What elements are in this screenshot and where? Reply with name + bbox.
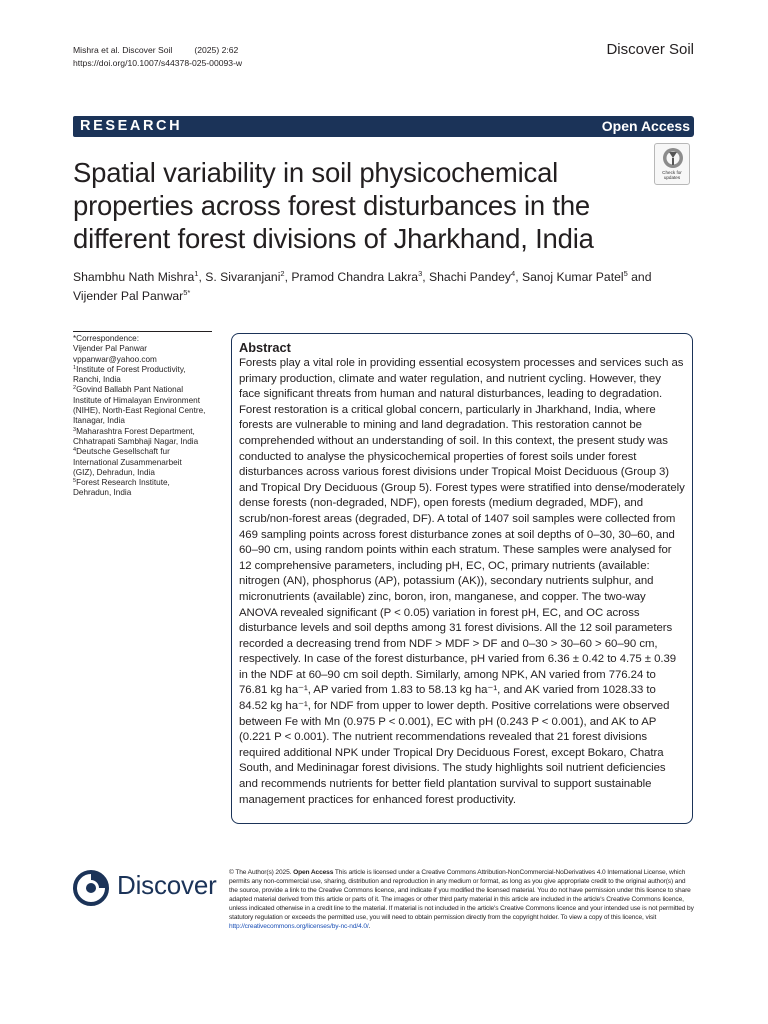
discover-logo-text: Discover [117, 870, 217, 900]
author-affiliation-marker: 2 [280, 269, 285, 278]
affiliation-text: Maharashtra Forest Department, [76, 426, 195, 436]
license-open-access: Open Access [293, 869, 334, 876]
discover-logo [73, 868, 223, 908]
affiliation-line [73, 375, 212, 385]
author-name[interactable]: S. Sivaranjani [205, 270, 281, 284]
affiliation-line [73, 447, 212, 457]
affiliation-line [73, 488, 212, 498]
author-separator: , [515, 270, 522, 284]
author-name[interactable]: Shambhu Nath Mishra [73, 270, 195, 284]
abstract-box [231, 333, 693, 824]
affiliation-number: 2 [73, 385, 77, 392]
affiliation-number: 3 [73, 426, 77, 433]
discover-logo-icon [73, 870, 109, 906]
affiliation-text: Itanagar, India [73, 416, 125, 426]
affiliation-number: 5 [73, 478, 77, 485]
affiliation-line [73, 406, 212, 416]
affiliation-text: Institute of Forest Productivity, [76, 364, 186, 374]
author-affiliation-marker: 1 [194, 269, 199, 278]
affiliation-text: (GIZ), Dehradun, India [73, 467, 155, 477]
affiliation-line [73, 437, 212, 447]
doi-link[interactable]: https://doi.org/10.1007/s44378-025-00093-w [73, 58, 243, 68]
affiliation-line [73, 427, 212, 437]
affiliation-line [73, 344, 212, 354]
author-separator: , [198, 270, 206, 284]
author-name[interactable]: Shachi Pandey [429, 270, 512, 284]
author-name[interactable]: Sanoj Kumar Patel [521, 270, 624, 284]
affiliation-text: Deutsche Gesellschaft fur [76, 447, 170, 457]
affiliation-line [73, 416, 212, 426]
affiliation-line [73, 355, 212, 365]
check-updates-icon [662, 147, 684, 169]
author-affiliation-marker: 4 [511, 269, 516, 278]
affiliation-text: Ranchi, India [73, 375, 121, 385]
license-statement [229, 868, 695, 931]
affiliation-text: Institute of Himalayan Environment [73, 395, 200, 405]
author-affiliation-marker: 3 [418, 269, 423, 278]
author-separator: , [284, 270, 292, 284]
author-list [73, 268, 673, 306]
affiliation-line [73, 458, 212, 468]
copyright-notice: © The Author(s) 2025. [229, 869, 292, 876]
abstract-heading: Abstract [239, 340, 291, 355]
affiliation-text: (NIHE), North-East Regional Centre, [73, 406, 206, 416]
abstract-text: Forests play a vital role in providing essential ecosystem processes and services such as primary production, climate and water regulation, and nutrient cycling. However, they face significant threats from human and natural disturbances, leading to degradation. Forest restoration is a critical global concern, particularly in Jharkhand, India, where forests are vulnerable to mining and land degradation. This restoration cannot be comprehended without an understanding of soil. In this context, the present study was conducted to analyse the physicochemical properties of forest soils under forest disturbances across various forest divisions under Tropical Moist Deciduous (Group 3) and Tropical Dry Deciduous (Group 5). Forest types were stratified into dense/moderately dense forests (non-degraded, NDF), open forests (medium degraded, MDF), and scrub/non-forest areas (degraded, DF). A total of 1407 soil samples were collected from 469 sampling points across forest disturbance zones at soil depths of 0–30, 30–60, and 60–90 cm, using random points within each stratum. These samples were analysed for 12 comprehensive parameters, including pH, EC, OC, primary nutrients (available: nitrogen (AN), phosphorus (AP), potassium (AK)), secondary nutrients sulphur, and micronutrients (available) zinc, boron, iron, manganese, and copper. The two-way ANOVA revealed significant (P < 0.05) variation in forest pH, EC, and OC across disturbance levels and soil depths among 31 forest divisions. All the 12 soil parameters recorded a decreasing trend from NDF > MDF > DF and 0–30 > 30–60 > 60–90 cm, respectively. In case of the forest disturbance, pH varied from 6.36 ± 0.42 to 4.75 ± 0.39 in the NDF at 60–90 cm soil depth. Similarly, among NPK, AN varied from 776.24 to 76.81 kg ha⁻¹, AP varied from 1.83 to 58.13 kg ha⁻¹, and AK varied from 1028.33 to 84.52 kg ha⁻¹, for NDF from upper to lower depth. Positive correlations were observed between Fe with Mn (0.975 P < 0.001), EC with pH (0.243 P < 0.001), and AK to AP (0.221 P < 0.001). The nutrient recommendations revealed that 21 forest divisions required additional NPK under Tropical Dry Deciduous Forest, except Bokaro, Chatra South, and Medininagar forest divisions. The study highlights soil nutrient deficiencies and recommends nutrients for better field plantation survival to support sustainable management practices for enhanced forest productivity. [239, 357, 685, 806]
affiliation-line [73, 468, 212, 478]
affiliation-text: Vijender Pal Panwar [73, 344, 148, 354]
author-separator: , [422, 270, 430, 284]
article-title: Spatial variability in soil physicochemical properties across forest disturbances in the different forest divisions of Jharkhand, India [73, 157, 594, 254]
affiliation-line [73, 478, 212, 488]
affiliation-text: Govind Ballabh Pant National [76, 385, 184, 395]
article-type-banner [73, 116, 694, 137]
affiliation-line [73, 365, 212, 375]
affiliation-text: Forest Research Institute, [76, 478, 170, 488]
affiliation-line [73, 396, 212, 406]
author-name[interactable]: Vijender Pal Panwar [73, 289, 184, 303]
year-volume: (2025) 2:62 [194, 45, 239, 55]
author-name[interactable]: Pramod Chandra Lakra [291, 270, 419, 284]
check-for-updates-button[interactable] [654, 143, 690, 185]
affiliation-line [73, 334, 212, 344]
author-separator: and [627, 270, 652, 284]
open-access-label: Open Access [601, 118, 690, 134]
affiliation-text: Dehradun, India [73, 488, 132, 498]
license-suffix: . [368, 923, 371, 931]
journal-citation: Mishra et al. Discover Soil [73, 45, 173, 55]
affiliation-text: International Zusammenarbeit [73, 457, 182, 467]
article-type-label: RESEARCH [80, 118, 183, 134]
author-affiliation-marker: 5 [623, 269, 628, 278]
license-link[interactable]: http://creativecommons.org/licenses/by-nc-nd/4.0/ [229, 923, 369, 931]
affiliation-line [73, 385, 212, 395]
license-body: This article is licensed under a Creative Commons Attribution-NonCommercial-NoDerivatives 4.0 International License, which permits any non-commercial use, sharing, distribution and reproduction in any medium or format, as long as you give appropriate credit to the original author(s) and the source, provide a link to the Creative Commons licence, and indicate if you modified the licensed material. You do not have permission under this licence to share adapted material derived from this article or parts of it. The images or other third party material in this article are included in the article's Creative Commons licence, unless indicated otherwise in a credit line to the material. If material is not included in the article's Creative Commons licence and your intended use is not permitted by statutory regulation or exceeds the permitted use, you will need to obtain permission directly from the copyright holder. To view a copy of this licence, visit [229, 869, 694, 922]
article-citation [73, 44, 242, 70]
correspondence-affiliations [73, 331, 212, 499]
journal-name: Discover Soil [606, 41, 694, 58]
affiliation-number: 1 [73, 364, 77, 371]
affiliation-text: Chhatrapati Sambhaji Nagar, India [73, 436, 199, 446]
author-affiliation-marker: 5* [183, 288, 191, 297]
check-updates-label: Check for updates [662, 170, 682, 180]
affiliation-text: *Correspondence: [73, 334, 139, 343]
affiliation-number: 4 [73, 447, 77, 454]
affiliation-text: vppanwar@yahoo.com [73, 354, 157, 364]
